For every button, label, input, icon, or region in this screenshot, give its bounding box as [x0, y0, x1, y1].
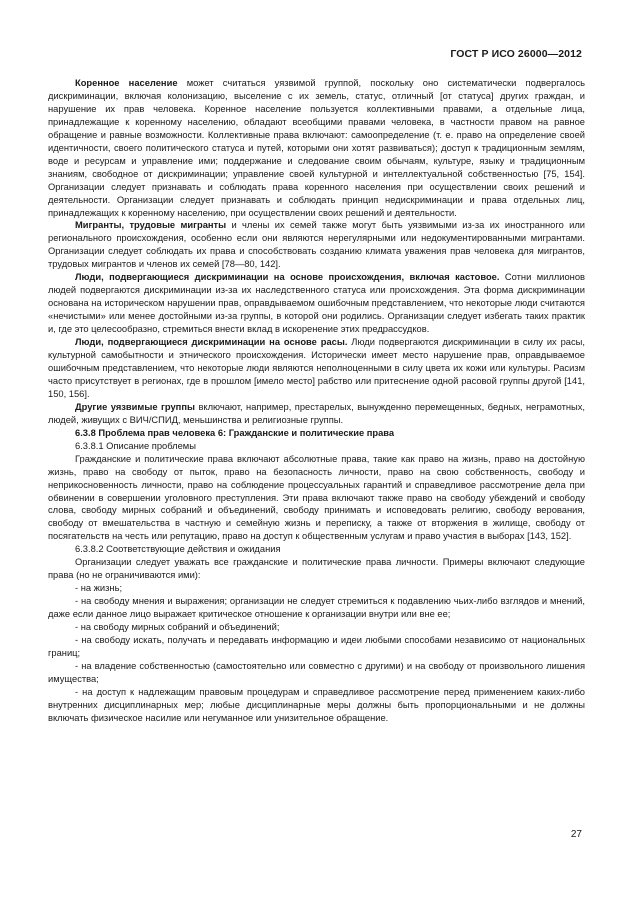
- section-description: Гражданские и политические права включают абсолютные права, такие как право на жизнь, право на достойную жизнь, право на свободу от пыток, право на безопасность личности, право на свою собственность, свободу и неприкосновенность личности, право на соблюдение процессуальных гарантий и справедливое рассмотрение дела при обвинении в совершении уголовного преступления. Эти права включают также право на свободу убеждений и свободу слова, свободу мирных собраний и объединений, свободу принимать и исповедовать религию, свободу верования, свободу от вмешательства в частную и семейную жизнь и переписку, а также от вторжения в жилище, свободу от посягательств на честь или репутацию, право на доступ к общественным услугам и право участия в выборах [143, 152].: [48, 453, 585, 542]
- paragraph-lead: Люди, подвергающиеся дискриминации на основе расы.: [75, 337, 348, 348]
- paragraph-caste: [48, 271, 585, 336]
- paragraph-body: Люди подвергаются дискриминации в силу их расы, культурной самобытности и этнического происхождения. Исторически имеет место нарушение прав, оправдываемое ошибочным представлением, что некоторые люди являются неполноценными в силу цвета их кожи или культуры. Расизм часто присутствует в регионах, где в прошлом [имело место] рабство или притеснение одной расовой группы другой [141, 150, 156].: [48, 337, 585, 399]
- list-item: - на доступ к надлежащим правовым процедурам и справедливое рассмотрение перед применением каких-либо внутренних дисциплинарных мер; любые дисциплинарные меры должны быть пропорциональными и не должны включать физическое насилие или негуманное или унизительное обращение.: [48, 686, 585, 723]
- paragraph-body: может считаться уязвимой группой, поскольку оно систематически подвергалось дискриминации, включая колонизацию, выселение с их земель, статус, отличный [от статуса] других граждан, и нарушение их прав человека. Коренное население пользуется коллективными правами, а отдельные лица, принадлежащие к коренному населению, обладают всеобщими правами человека, в частности правом на равное обращение и равные возможности. Коллективные права включают: самоопределение (т. е. право на определение своей идентичности, своего политического статуса и путей, которыми они хотят развиваться); доступ к традиционным землям, воде и ресурсам и управление ими; поддержание и следование своим обычаям, культуре, языку и традиционным знаниям, свободное от дискриминации; управление своей культурной и интеллектуальной собственностью [75, 154]. Организации следует признавать и соблюдать права коренного населения при осуществлении своих решений и деятельности. Организации следует признавать и соблюдать принцип недискриминации и права отдельных лиц, принадлежащих к коренному населению, при осуществлении своих решений и деятельности.: [48, 78, 585, 218]
- paragraph-body: Сотни миллионов людей подвергаются дискриминации из-за их наследственного статуса или происхождения. Эта форма дискриминации основана на историческом нарушении прав, оправдываемом ошибочным представлением, что некоторые люди считаются «нечистыми» или менее достойными из-за группы, в которой они родились. Организации следует избегать таких практик и, где это целесообразно, стремиться внести вклад в искоренение этих предрассудков.: [48, 272, 585, 335]
- list-item: - на свободу мирных собраний и объединений;: [75, 622, 280, 633]
- page-number: 27: [570, 829, 582, 840]
- list-item: - на владение собственностью (самостоятельно или совместно с другими) и на свободу от произвольного лишения имущества;: [48, 660, 585, 684]
- section-heading: 6.3.8 Проблема прав человека 6: Гражданские и политические права: [75, 427, 395, 438]
- paragraph-race: [48, 336, 585, 401]
- subsection-heading-description: 6.3.8.1 Описание проблемы: [75, 440, 196, 451]
- list-item: - на свободу искать, получать и передавать информацию и идеи любыми способами независимо от национальных границ;: [48, 634, 585, 658]
- list-item: - на свободу мнения и выражения; организации не следует стремиться к подавлению чьих-либо взглядов и мнений, даже если данное лицо выражает критическое отношение к организации внутри или вне ее;: [48, 596, 585, 620]
- list-item: - на жизнь;: [75, 583, 123, 594]
- paragraph-indigenous: [48, 77, 585, 219]
- standard-header: ГОСТ Р ИСО 26000—2012: [450, 48, 582, 60]
- paragraph-migrants: [48, 219, 585, 271]
- paragraph-lead: Мигранты, трудовые мигранты: [75, 220, 227, 231]
- paragraph-body: включают, например, престарелых, вынужденно перемещенных, бедных, неграмотных, людей, живущих с ВИЧ/СПИД, меньшинства и религиозные группы.: [48, 401, 585, 425]
- paragraph-lead: Люди, подвергающиеся дискриминации на основе происхождения, включая кастовое.: [75, 272, 500, 283]
- paragraph-body: и члены их семей также могут быть уязвимыми из-за их иностранного или регионального происхождения, особенно если они являются нерегулярными или недокументированными мигрантами. Организации следует соблюдать их права и способствовать созданию климата уважения прав человека для мигрантов, трудовых мигрантов и членов их семей [78—80, 142].: [48, 220, 585, 270]
- paragraph-lead: Другие уязвимые группы: [75, 401, 195, 412]
- subsection-heading-actions: 6.3.8.2 Соответствующие действия и ожидания: [75, 544, 281, 555]
- paragraph-lead: Коренное население: [75, 78, 178, 88]
- main-text: [48, 77, 585, 725]
- paragraph-other-groups: [48, 401, 585, 427]
- section-intro: Организации следует уважать все гражданские и политические права личности. Примеры включают следующие права (но не ограничиваются ими):: [48, 557, 585, 581]
